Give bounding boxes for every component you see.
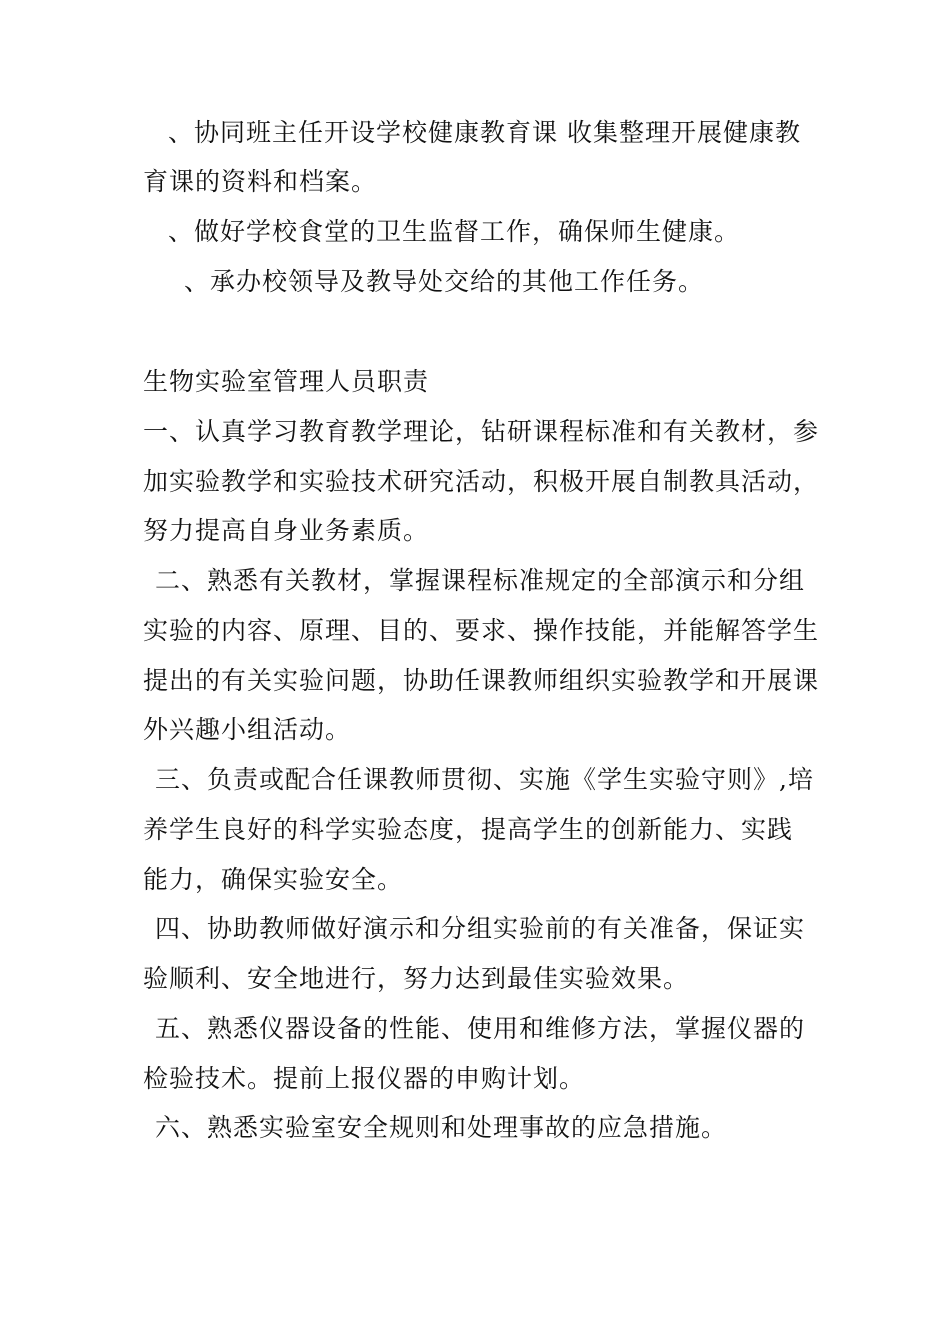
text-line: 实验的内容、原理、目的、要求、操作技能，并能解答学生	[143, 616, 820, 645]
text-line: 三、负责或配合任课教师贯彻、实施《学生实验守则》,培	[155, 765, 814, 794]
text-line: 能力，确保实验安全。	[143, 865, 404, 894]
text-line: 、承办校领导及教导处交给的其他工作任务。	[184, 267, 705, 296]
text-line: 外兴趣小组活动。	[143, 715, 352, 744]
text-line: 养学生良好的科学实验态度，提高学生的创新能力、实践	[143, 815, 794, 844]
text-line: 努力提高自身业务素质。	[143, 516, 430, 545]
text-line: 验顺利、安全地进行，努力达到最佳实验效果。	[143, 964, 690, 993]
text-line: 加实验教学和实验技术研究活动，积极开展自制教具活动，	[143, 467, 820, 496]
text-line: 提出的有关实验问题，协助任课教师组织实验教学和开展课	[143, 666, 820, 695]
text-line: 育课的资料和档案。	[143, 167, 378, 196]
text-line: 一、认真学习教育教学理论，钻研课程标准和有关教材，参	[143, 417, 820, 446]
text-line: 检验技术。提前上报仪器的申购计划。	[143, 1064, 586, 1093]
text-line: 、协同班主任开设学校健康教育课 收集整理开展健康教	[168, 118, 801, 147]
text-line: 、做好学校食堂的卫生监督工作，确保师生健康。	[168, 217, 741, 246]
text-line: 二、熟悉有关教材，掌握课程标准规定的全部演示和分组	[155, 566, 806, 595]
text-line: 五、熟悉仪器设备的性能、使用和维修方法，掌握仪器的	[155, 1014, 806, 1043]
text-line: 六、熟悉实验室安全规则和处理事故的应急措施。	[155, 1113, 728, 1142]
section-title: 生物实验室管理人员职责	[143, 367, 430, 396]
text-line: 四、协助教师做好演示和分组实验前的有关准备，保证实	[155, 914, 806, 943]
